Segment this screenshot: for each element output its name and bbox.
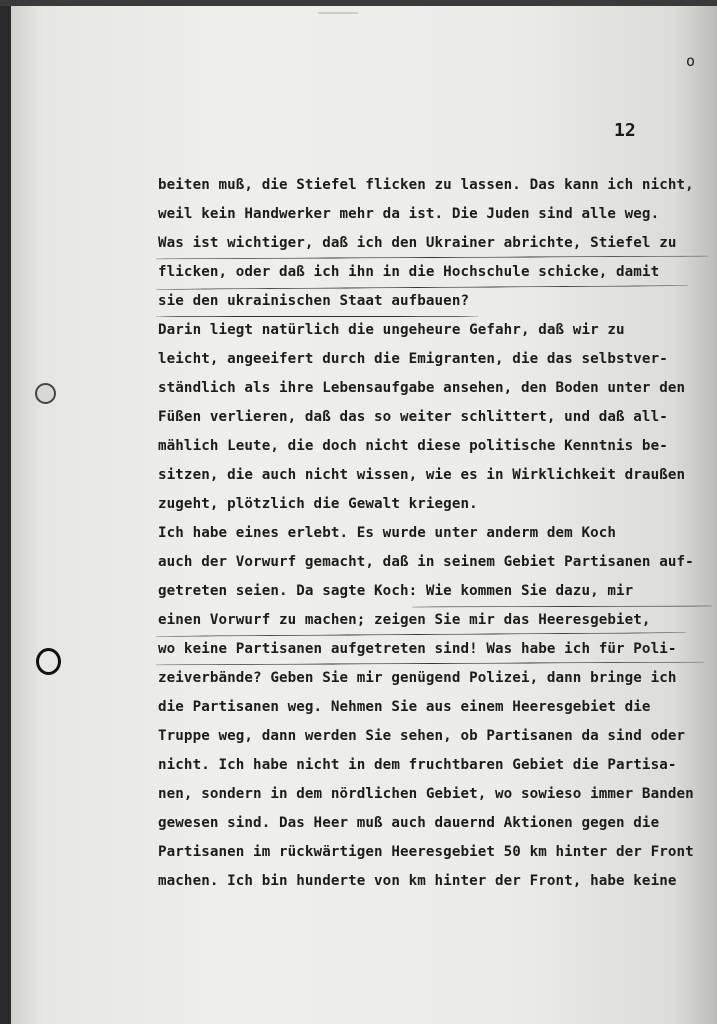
text-line: mählich Leute, die doch nicht diese politische Kenntnis be- [158, 438, 668, 454]
text-line: nen, sondern in dem nördlichen Gebiet, wo sowieso immer Banden [158, 786, 694, 802]
text-line: sie den ukrainischen Staat aufbauen? [158, 293, 470, 309]
text-line: auch der Vorwurf gemacht, daß in seinem Gebiet Partisanen auf- [158, 554, 694, 570]
text-line: einen Vorwurf zu machen; zeigen Sie mir das Heeresgebiet, [158, 612, 651, 628]
corner-mark: o [686, 52, 696, 70]
text-line: Was ist wichtiger, daß ich den Ukrainer abrichte, Stiefel zu [158, 235, 677, 251]
handwritten-underline [156, 632, 686, 637]
text-line: Truppe weg, dann werden Sie sehen, ob Partisanen da sind oder [158, 728, 686, 744]
text-line: die Partisanen weg. Nehmen Sie aus einem Heeresgebiet die [158, 699, 651, 715]
handwritten-underline [156, 662, 704, 666]
text-line: gewesen sind. Das Heer muß auch dauernd Aktionen gegen die [158, 815, 660, 831]
page-number: 12 [614, 120, 636, 141]
text-line: Füßen verlieren, daß das so weiter schlittert, und daß all- [158, 409, 668, 425]
scan-border-top [0, 0, 717, 6]
handwritten-underline [156, 285, 688, 290]
text-line: getreten seien. Da sagte Koch: Wie kommen Sie dazu, mir [158, 583, 634, 599]
text-line: wo keine Partisanen aufgetreten sind! Was habe ich für Poli- [158, 641, 677, 657]
text-line: machen. Ich bin hunderte von km hinter der Front, habe keine [158, 873, 677, 889]
text-line: zeiverbände? Geben Sie mir genügend Polizei, dann bringe ich [158, 670, 677, 686]
punch-hole-icon [35, 383, 56, 404]
text-line: Darin liegt natürlich die ungeheure Gefahr, daß wir zu [158, 322, 625, 338]
text-line: nicht. Ich habe nicht in dem fruchtbaren Gebiet die Partisa- [158, 757, 677, 773]
punch-hole-icon [36, 648, 61, 675]
text-line: flicken, oder daß ich ihn in die Hochschule schicke, damit [158, 264, 660, 280]
fold-mark [318, 12, 358, 36]
text-line: sitzen, die auch nicht wissen, wie es in Wirklichkeit draußen [158, 467, 686, 483]
text-line: beiten muß, die Stiefel flicken zu lassen. Das kann ich nicht, [158, 177, 694, 193]
text-line: weil kein Handwerker mehr da ist. Die Juden sind alle weg. [158, 206, 660, 222]
scan-border-left [0, 0, 11, 1024]
handwritten-underline [412, 605, 712, 607]
text-line: Ich habe eines erlebt. Es wurde unter anderm dem Koch [158, 525, 617, 541]
handwritten-underline [156, 256, 708, 260]
text-line: Partisanen im rückwärtigen Heeresgebiet 50 km hinter der Front [158, 844, 694, 860]
text-line: zugeht, plötzlich die Gewalt kriegen. [158, 496, 478, 512]
handwritten-underline [156, 316, 478, 317]
text-line: ständlich als ihre Lebensaufgabe ansehen, den Boden unter den [158, 380, 686, 396]
text-line: leicht, angeeifert durch die Emigranten, die das selbstver- [158, 351, 668, 367]
